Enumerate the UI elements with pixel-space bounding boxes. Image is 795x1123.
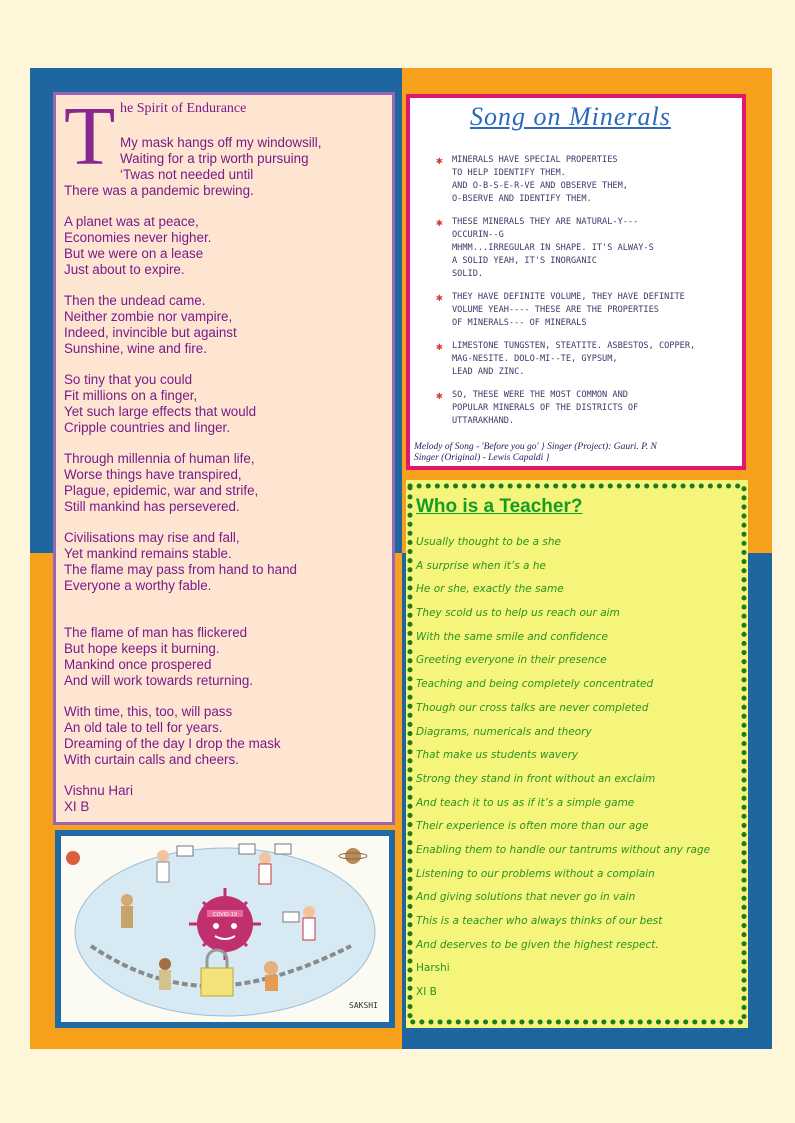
teacher-line: This is a teacher who always thinks of our best <box>416 915 663 927</box>
teacher-line: Listening to our problems without a complain <box>416 867 655 880</box>
planet-icon <box>345 848 361 864</box>
minerals-song-panel <box>406 94 746 470</box>
teacher-lines <box>416 535 738 1009</box>
minerals-item <box>436 340 734 379</box>
teacher-line: Strong they stand in front without an exclaim <box>416 772 656 785</box>
minerals-item-text: LIMESTONE TUNGSTEN, STEATITE. ASBESTOS, COPPER, MAG-NESITE. DOLO-MI--TE, GYPSUM, LEAD AND ZINC. <box>452 341 696 377</box>
teacher-line: Their experience is often more than our age <box>416 820 649 833</box>
covid-drawing <box>61 836 389 1022</box>
teacher-line: With the same smile and confidence <box>416 630 608 643</box>
teacher-line: Diagrams, numericals and theory <box>416 725 592 738</box>
teacher-poem-panel <box>406 480 748 1028</box>
minerals-item-text: MINERALS HAVE SPECIAL PROPERTIES TO HELP IDENTIFY THEM. AND O-B-S-E-R-VE AND OBSERVE THEM, O-BSERVE AND IDENTIFY THEM. <box>452 155 628 204</box>
minerals-item <box>436 154 734 206</box>
poem-author: Vishnu Hari XI B <box>64 783 133 814</box>
poem-stanza: Through millennia of human life, Worse things have transpired, Plague, epidemic, war and strife, Still mankind has persevered. <box>64 451 259 514</box>
poem-stanza: With time, this, too, will pass An old tale to tell for years. Dreaming of the day I drop the mask With curtain calls and cheers. <box>64 704 281 767</box>
minerals-list <box>436 154 734 438</box>
boy-figure <box>264 961 278 991</box>
teacher-line: That make us students wavery <box>416 749 579 762</box>
poem-panel <box>53 92 395 825</box>
teacher-line: Though our cross talks are never completed <box>416 701 649 714</box>
minerals-item-text: THEY HAVE DEFINITE VOLUME, THEY HAVE DEFINITE VOLUME YEAH---- THESE ARE THE PROPERTIES OF MINERALS--- OF MINERALS <box>452 292 685 328</box>
teacher-line: A surprise when it’s a he <box>416 559 546 572</box>
poem-body <box>64 135 386 815</box>
minerals-item <box>436 216 734 281</box>
teacher-author-class: XI B <box>416 986 437 999</box>
police-figure <box>121 894 133 928</box>
teacher-line: Enabling them to handle our tantrums without any rage <box>416 843 711 856</box>
teacher-author: Harshi <box>416 962 450 975</box>
minerals-title: Song on Minerals <box>470 102 671 131</box>
minerals-item <box>436 389 734 428</box>
teacher-line: And giving solutions that never go in vain <box>416 891 636 904</box>
star-icon: ✱ <box>436 216 443 229</box>
minerals-item-text: SO, THESE WERE THE MOST COMMON AND POPULAR MINERALS OF THE DISTRICTS OF UTTARAKHAND. <box>452 390 639 426</box>
covid-drawing-art <box>61 836 389 1022</box>
star-icon: ✱ <box>436 154 443 167</box>
teacher-line: Teaching and being completely concentrated <box>416 678 654 691</box>
poem-stanza: Civilisations may rise and fall, Yet mankind remains stable. The flame may pass from hand to hand Everyone a worthy fable. <box>64 530 297 593</box>
poem-stanza: Then the undead came. Neither zombie nor vampire, Indeed, invincible but against Sunshine, wine and fire. <box>64 293 237 356</box>
drawing-signature: SAKSHI <box>349 1001 378 1010</box>
poem-title: he Spirit of Endurance <box>120 101 247 116</box>
poem-stanza-1-rest: There was a pandemic brewing. <box>64 183 254 198</box>
teacher-line: And teach it to us as if it’s a simple game <box>416 796 635 809</box>
poem-stanza: So tiny that you could Fit millions on a finger, Yet such large effects that would Cripple countries and linger. <box>64 372 257 435</box>
poem-stanza: A planet was at peace, Economies never higher. But we were on a lease Just about to expire. <box>64 214 212 277</box>
minerals-item-text: THESE MINERALS THEY ARE NATURAL-Y--- OCCURIN--G MHMM...IRREGULAR IN SHAPE. IT'S ALWAY-S A SOLID YEAH, IT'S INORGANIC SOLID. <box>452 217 654 279</box>
star-icon: ✱ <box>436 291 443 304</box>
minerals-credit: Melody of Song - 'Before you go' } Singer (Project): Gauri. P. N Singer (Original) - Lewis Capaldi } <box>414 442 657 463</box>
star-icon: ✱ <box>436 389 443 402</box>
teacher-title: Who is a Teacher? <box>416 496 583 517</box>
teacher-line: Greeting everyone in their presence <box>416 654 607 667</box>
planet-icon <box>66 851 80 865</box>
minerals-item <box>436 291 734 330</box>
drawing-panel <box>55 830 395 1028</box>
poem-stanza-1-indented: My mask hangs off my windowsill, Waiting for a trip worth pursuing ‘Twas not needed until <box>120 135 322 182</box>
teacher-line: They scold us to help us reach our aim <box>416 607 620 620</box>
teacher-line: Usually thought to be a she <box>416 536 561 548</box>
poem-drop-cap: T <box>64 90 116 183</box>
star-icon: ✱ <box>436 340 443 353</box>
teacher-line: And deserves to be given the highest respect. <box>416 938 659 951</box>
poem-stanza: The flame of man has flickered But hope keeps it burning. Mankind once prospered And will work towards returning. <box>64 625 254 688</box>
teacher-line: He or she, exactly the same <box>416 583 564 596</box>
worker-figure <box>159 958 171 990</box>
virus-label: COVID-19 <box>212 912 238 918</box>
